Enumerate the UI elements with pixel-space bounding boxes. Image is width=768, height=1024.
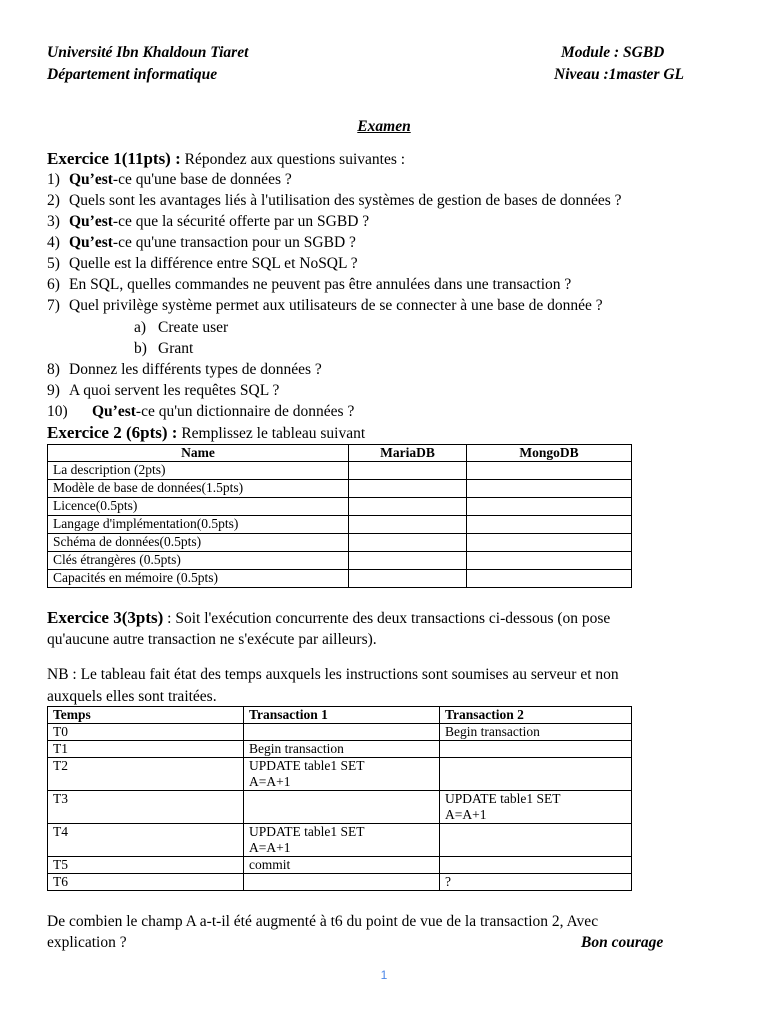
exercise2-instruction: Remplissez le tableau suivant bbox=[181, 425, 366, 442]
column-header: Temps bbox=[48, 707, 244, 724]
exercise3-paragraph-line2: qu'aucune autre transaction ne s'exécute par ailleurs). bbox=[47, 631, 377, 648]
transactions-table bbox=[47, 706, 632, 891]
exercise3-label: Exercice 3(3pts) bbox=[47, 608, 164, 627]
question-6: 6) En SQL, quelles commandes ne peuvent pas être annulées dans une transaction ? bbox=[47, 276, 572, 293]
transaction1-cell: UPDATE table1 SET A=A+1 bbox=[244, 758, 440, 791]
exercise2-label: Exercice 2 (6pts) : bbox=[47, 423, 178, 442]
time-cell: T4 bbox=[48, 824, 244, 857]
university-name: Université Ibn Khaldoun Tiaret bbox=[47, 44, 249, 61]
table-row: Clés étrangères (0.5pts) bbox=[48, 552, 632, 570]
question-9: 9) A quoi servent les requêtes SQL ? bbox=[47, 382, 280, 399]
transaction1-cell bbox=[244, 874, 440, 891]
question-5: 5) Quelle est la différence entre SQL et NoSQL ? bbox=[47, 255, 358, 272]
table-row bbox=[48, 724, 632, 741]
transaction2-cell: ? bbox=[440, 874, 632, 891]
transaction1-cell: UPDATE table1 SET A=A+1 bbox=[244, 824, 440, 857]
question-3: 3) Qu’est-ce que la sécurité offerte par un SGBD ? bbox=[47, 213, 370, 230]
question-4: 4) Qu’est-ce qu'une transaction pour un SGBD ? bbox=[47, 234, 356, 251]
option-a: a) Create user bbox=[134, 319, 229, 336]
column-header: Transaction 2 bbox=[440, 707, 632, 724]
final-question-line1: De combien le champ A a-t-il été augmenté à t6 du point de vue de la transaction 2, Avec bbox=[47, 913, 599, 930]
transaction2-cell bbox=[440, 741, 632, 758]
column-header: Name bbox=[48, 445, 349, 462]
table-row: La description (2pts) bbox=[48, 462, 632, 480]
page-title: Examen bbox=[357, 118, 411, 135]
exercise1-instruction: Répondez aux questions suivantes : bbox=[184, 151, 406, 168]
module-label: Module : SGBD bbox=[561, 44, 665, 61]
time-cell: T2 bbox=[48, 758, 244, 791]
table-header-row bbox=[48, 707, 632, 724]
column-header: MariaDB bbox=[349, 445, 467, 462]
time-cell: T0 bbox=[48, 724, 244, 741]
transaction1-cell bbox=[244, 724, 440, 741]
table-row bbox=[48, 874, 632, 891]
question-10: 10) Qu’est-ce qu'un dictionnaire de données ? bbox=[47, 403, 355, 420]
option-b: b) Grant bbox=[134, 340, 194, 357]
question-1: 1) Qu’est-ce qu'une base de données ? bbox=[47, 171, 292, 188]
table-row: Licence(0.5pts) bbox=[48, 498, 632, 516]
time-cell: T3 bbox=[48, 791, 244, 824]
nb-note-line1: NB : Le tableau fait état des temps auxquels les instructions sont soumises au serveur et non bbox=[47, 666, 619, 683]
transaction2-cell bbox=[440, 857, 632, 874]
table-row bbox=[48, 758, 632, 791]
table-row bbox=[48, 824, 632, 857]
department-name: Département informatique bbox=[47, 66, 218, 83]
table-row bbox=[48, 741, 632, 758]
level-label: Niveau :1master GL bbox=[554, 66, 685, 83]
table-row: Langage d'implémentation(0.5pts) bbox=[48, 516, 632, 534]
question-8: 8) Donnez les différents types de données ? bbox=[47, 361, 322, 378]
column-header: MongoDB bbox=[467, 445, 632, 462]
closing-remark: Bon courage bbox=[581, 934, 664, 951]
transaction2-cell: UPDATE table1 SET A=A+1 bbox=[440, 791, 632, 824]
time-cell: T6 bbox=[48, 874, 244, 891]
transaction1-cell: Begin transaction bbox=[244, 741, 440, 758]
column-header: Transaction 1 bbox=[244, 707, 440, 724]
exercise2-heading bbox=[47, 422, 365, 444]
time-cell: T1 bbox=[48, 741, 244, 758]
question-2: 2) Quels sont les avantages liés à l'utilisation des systèmes de gestion de bases de données ? bbox=[47, 192, 622, 209]
transaction2-cell bbox=[440, 824, 632, 857]
final-question-line2: explication ? bbox=[47, 934, 127, 951]
exercise3-paragraph-line1: Exercice 3(3pts) : Soit l'exécution concurrente des deux transactions ci-dessous (on pose bbox=[47, 608, 611, 627]
time-cell: T5 bbox=[48, 857, 244, 874]
transaction1-cell: commit bbox=[244, 857, 440, 874]
page-number: 1 bbox=[380, 968, 388, 982]
table-row: Capacités en mémoire (0.5pts) bbox=[48, 570, 632, 588]
table-row: Schéma de données(0.5pts) bbox=[48, 534, 632, 552]
table-row bbox=[48, 857, 632, 874]
table-header-row bbox=[48, 445, 632, 462]
transaction1-cell bbox=[244, 791, 440, 824]
table-row: Modèle de base de données(1.5pts) bbox=[48, 480, 632, 498]
comparison-table bbox=[47, 444, 632, 588]
transaction2-cell: Begin transaction bbox=[440, 724, 632, 741]
transaction2-cell bbox=[440, 758, 632, 791]
exercise1-heading bbox=[47, 148, 405, 170]
table-row bbox=[48, 791, 632, 824]
exercise1-label: Exercice 1(11pts) : bbox=[47, 149, 181, 168]
question-7: 7) Quel privilège système permet aux utilisateurs de se connecter à une base de donnée ? bbox=[47, 297, 603, 314]
nb-note-line2: auxquels elles sont traitées. bbox=[47, 688, 217, 705]
